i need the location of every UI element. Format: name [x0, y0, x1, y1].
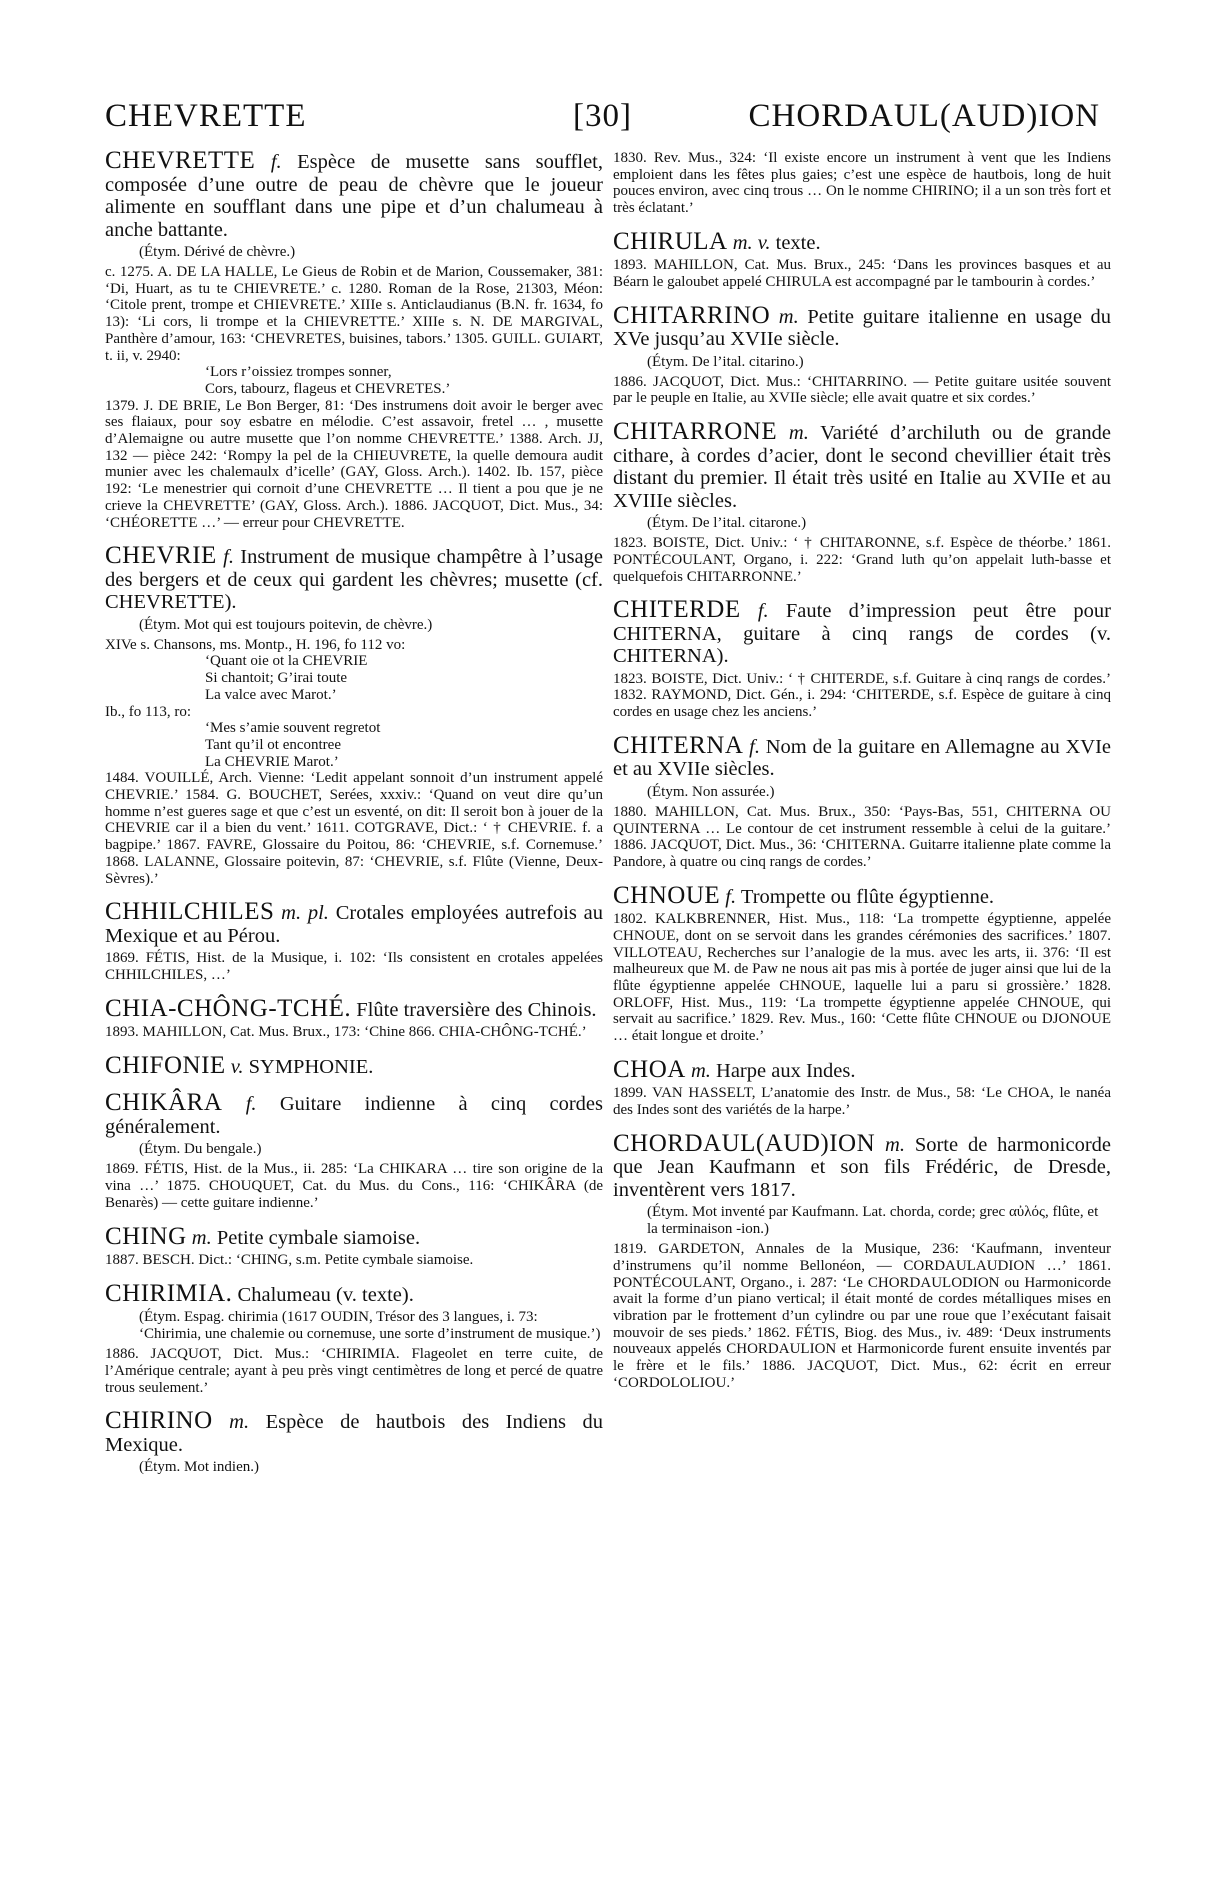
grammar: f.: [757, 600, 769, 623]
etymology: (Étym. Mot inventé par Kaufmann. Lat. chorda, corde; grec αὐλός, flûte, et la terminaison -ion.): [647, 1204, 1099, 1238]
citations: XIVe s. Chansons, ms. Montp., H. 196, fo 112 vo:: [105, 636, 406, 653]
grammar: m.: [690, 1059, 711, 1082]
definition: Flûte traversière des Chinois.: [356, 998, 597, 1021]
citations: 1887. BESCH. Dict.: ‘CHING, s.m. Petite cymbale siamoise.: [105, 1252, 474, 1269]
header-left-guideword: CHEVRETTE: [105, 98, 307, 134]
citations: 1819. GARDETON, Annales de la Musique, 236: ‘Kaufmann, inventeur d’instrumens qu’il nomme Bellonéon, — CORDAULAUDION …’ 1861. PONTÉCOULANT, Organo., i. 287: ‘Le CHORDAULODION ou Harmonicorde avait la forme d’un piano vertical; il était monté de cordes métalliques mises en vibration par le frottement d’un cylindre ou par une roue que l’exécutant faisait mouvoir de ses pieds.’ 1862. FÉTIS, Biog. des Mus., iv. 489: ‘Deux instruments nouveaux appelés CHORDAULION et Harmonicorde furent ensuite inventés par le frère et le fils.’ 1886. JACQUOT, Dict. Mus., 62: écrit en erreur ‘CORDOLOLIOU.’: [613, 1241, 1111, 1391]
left-column: [105, 150, 603, 1850]
headword: CHITERDE: [613, 596, 741, 624]
headword: CHING: [105, 1222, 187, 1250]
definition: Nom de la guitare en Allemagne au XVIe et au XVIIe siècles.: [613, 735, 1111, 781]
citations: 1802. KALKBRENNER, Hist. Mus., 118: ‘La trompette égyptienne, appelée CHNOUE, dont on se servoit dans les grandes cérémonies des sacrifices.’ 1807. VILLOTEAU, Recherches sur l’analogie de la mus. avec les arts, ii. 376: ‘Il est malheureux que M. de Paw ne nous ait pas mis à portée de juger ainsi que lui de la flûte égyptienne appelée CHNOUE, laquelle lui a paru si grossière.’ 1828. ORLOFF, Hist. Mus., 119: ‘La trompette égyptienne appelée CHNOUE, qui servait au sacrifice.’ 1829. Rev. Mus., 160: ‘Cette flûte CHNOUE ou DJONOUE … était longue et droite.’: [613, 911, 1111, 1045]
page-number: [30]: [573, 98, 632, 134]
etymology: (Étym. De l’ital. citarino.): [647, 353, 804, 370]
entry: [613, 881, 1111, 1045]
running-header: [105, 98, 1100, 148]
citations: 1893. MAHILLON, Cat. Mus. Brux., 245: ‘Dans les provinces basques et au Béarn le galoubet appelé CHIRULA est accompagné par le tambourin à cordes.’: [613, 257, 1111, 291]
grammar: f.: [270, 151, 282, 173]
definition: Faute d’impression peut être pour CHITERNA, guitare à cinq rangs de cordes (v. CHITERNA).: [613, 600, 1111, 668]
entry: [105, 1051, 603, 1079]
grammar: f.: [245, 1093, 257, 1116]
entry: [613, 301, 1111, 407]
definition: Guitare indienne à cinq cordes généralement.: [105, 1093, 603, 1138]
headword: CHEVRIE: [105, 542, 217, 570]
citations: 1484. VOUILLÉ, Arch. Vienne: ‘Ledit appelant sonnoit d’un instrument appelé CHEVRIE.’ 1584. G. BOUCHET, Serées, xxxiv.: ‘Quand on veut dire qu’un homme n’est gueres sage et que c’est un esventé, on dit: Il seroit bon à jouer de la CHEVRIE car il a bien du vent.’ 1611. COTGRAVE, Dict.: ‘ † CHEVRIE. f. a bagpipe.’ 1867. FAVRE, Glossaire du Poitou, 86: ‘CHEVRIE, s.f. Cornemuse.’ 1868. LALANNE, Glossaire poitevin, 87: ‘CHEVRIE, s.f. Flûte (Vienne, Deux-Sèvres).’: [105, 770, 603, 887]
headword: CHITARRINO: [613, 301, 771, 329]
headword: CHEVRETTE: [105, 150, 256, 174]
grammar: v.: [230, 1055, 244, 1078]
citations: 1886. JACQUOT, Dict. Mus.: ‘CHITARRINO. — Petite guitare usitée souvent par le peuple en Italie, au XVIIe siècle; elle avait quatre et six cordes.’: [613, 373, 1111, 407]
verse-quote: ‘Quant oie ot la CHEVRIE Si chantoit; G’irai toute La valce avec Marot.’: [205, 653, 368, 703]
citations: 1869. FÉTIS, Hist. de la Musique, i. 102: ‘Ils consistent en crotales appelées CHHILCHILES, …’: [105, 950, 603, 983]
citations: c. 1275. A. DE LA HALLE, Le Gieus de Robin et de Marion, Coussemaker, 381: ‘Di, Huart, as tu te CHIEVRETE.’ c. 1280. Roman de la Rose, 21303, Méon: ‘Citole prent, trompe et CHIEVRETE.’ XIIIe s. Anticlaudianus (B.N. fr. 1634, fo 13): ‘Li cors, li trompe et la CHIEVRETTE.’ XIIIe s. N. DE MARGIVAL, Panthère d’amour, 163: ‘CHEVRETES, buisines, tabors.’ 1305. GUILL. GUIART, t. ii, v. 2940:: [105, 264, 603, 364]
entry: [613, 596, 1111, 721]
citations: 1823. BOISTE, Dict. Univ.: ‘ † CHITERDE, s.f. Guitare à cinq rangs de cordes.’ 1832. RAYMOND, Dict. Gén., i. 294: ‘CHITERDE, s.f. Espèce de guitare à cinq cordes en usage chez les anciens.’: [613, 670, 1111, 721]
etymology: (Étym. Dérivé de chèvre.): [139, 244, 296, 260]
grammar: m.: [191, 1226, 212, 1249]
citations: 1893. MAHILLON, Cat. Mus. Brux., 173: ‘Chine 866. CHIA-CHÔNG-TCHÉ.’: [105, 1024, 587, 1041]
verse-quote: ‘Lors r’oissiez trompes sonner, Cors, tabourz, flageus et CHEVRETES.’: [205, 364, 451, 397]
citations: 1899. VAN HASSELT, L’anatomie des Instr. de Mus., 58: ‘Le CHOA, le nanéa des Indes sont des variétés de la harpe.’: [613, 1085, 1111, 1118]
citations: 1886. JACQUOT, Dict. Mus.: ‘CHIRIMIA. Flageolet en terre cuite, de l’Amérique centrale; ayant à peu près vingt centimètres de long et percé de quatre trous seulement.’: [105, 1346, 603, 1396]
headword: CHIA-CHÔNG-TCHÉ.: [105, 994, 352, 1022]
entry: [105, 994, 603, 1041]
etymology: (Étym. Mot indien.): [139, 1459, 259, 1476]
definition: Crotales employées autrefois au Mexique et au Pérou.: [105, 902, 603, 947]
headword: CHHILCHILES: [105, 898, 275, 926]
headword: CHIFONIE: [105, 1051, 226, 1079]
entry-continuation: [613, 150, 1111, 217]
entry: [105, 1089, 603, 1211]
definition: Harpe aux Indes.: [716, 1059, 856, 1082]
headword: CHIRULA: [613, 227, 728, 255]
definition: SYMPHONIE.: [248, 1055, 374, 1078]
entry: [105, 1279, 603, 1397]
grammar: f.: [725, 885, 737, 908]
grammar: m.: [229, 1411, 250, 1434]
citations: 1880. MAHILLON, Cat. Mus. Brux., 350: ‘Pays-Bas, 551, CHITERNA OU QUINTERNA … Le contour de cet instrument ressemble à celui de la guitare.’ 1886. JACQUOT, Dict. Mus., 36: ‘CHITERNA. Guitarre italienne plate comme la Pandore, à quatre ou cinq rangs de cordes.’: [613, 803, 1111, 870]
definition: Petite guitare italienne en usage du XVe jusqu’au XVIIe siècle.: [613, 305, 1111, 351]
right-column: [613, 150, 1111, 1850]
etymology: (Étym. Non assurée.): [647, 783, 775, 800]
grammar: m.: [778, 305, 799, 328]
definition: Trompette ou flûte égyptienne.: [740, 885, 995, 908]
definition: Espèce de musette sans soufflet, composée d’une outre de peau de chèvre que le joueur alimente en soufflant dans une pipe et d’un chalumeau à anche battante.: [105, 151, 603, 241]
headword: CHITERNA: [613, 731, 744, 759]
citations: 1823. BOISTE, Dict. Univ.: ‘ † CHITARONNE, s.f. Espèce de théorbe.’ 1861. PONTÉCOULANT, Organo, i. 222: ‘Grand luth qu’on appelait luth-basse et quelquefois CHITARRONNE.’: [613, 535, 1111, 585]
etymology: (Étym. De l’ital. citarone.): [647, 515, 807, 532]
definition: Espèce de hautbois des Indiens du Mexique.: [105, 1411, 603, 1456]
headword: CHNOUE: [613, 881, 721, 909]
definition: Sorte de harmonicorde que Jean Kaufmann et son fils Frédéric, de Dresde, inventèrent vers 1817.: [613, 1133, 1111, 1201]
headword: CHIRINO: [105, 1407, 213, 1435]
entry: [613, 731, 1111, 871]
entry: [105, 150, 603, 531]
grammar: m. pl.: [281, 902, 329, 925]
verse-quote: ‘Mes s’amie souvent regretot Tant qu’il ot encontree La CHEVRIE Marot.’: [205, 720, 381, 770]
entry: [105, 1222, 603, 1269]
grammar: m.: [885, 1133, 905, 1156]
citations: 1830. Rev. Mus., 324: ‘Il existe encore un instrument à vent que les Indiens emploient dans les fêtes plus gaies; c’est une espèce de hautbois, long de huit pouces environ, avec cinq trous … On le nomme CHIRINO; il a un son très fort et très éclatant.’: [613, 150, 1111, 217]
definition: Instrument de musique champêtre à l’usage des bergers et de ceux qui gardent les chèvres; musette (cf. CHEVRETTE).: [105, 546, 603, 614]
etymology: (Étym. Espag. chirimia (1617 OUDIN, Trésor des 3 langues, i. 73: ‘Chirimia, une chalemie ou cornemuse, une sorte d’instrument de musique.’): [139, 1309, 601, 1343]
headword: CHIKÂRA: [105, 1089, 223, 1117]
grammar: m. v.: [732, 231, 771, 254]
entry: [613, 1055, 1111, 1119]
headword: CHOA: [613, 1055, 686, 1083]
headword: CHIRIMIA.: [105, 1279, 233, 1307]
citations: 1869. FÉTIS, Hist. de la Mus., ii. 285: ‘La CHIKARA … tire son origine de la vina …’ 1875. CHOUQUET, Cat. du Mus. du Cons., 116: ‘CHIKÂRA (de Benarès) — cette guitare indienne.’: [105, 1161, 603, 1211]
citations: 1379. J. DE BRIE, Le Bon Berger, 81: ‘Des instrumens doit avoir le berger avec ses flaiaux, pour soy esbatre en mélodie. C’est assavoir, fretel … , musette d’Alemaigne ou autre musette que l’on nomme CHEVRETTE.’ 1388. Arch. JJ, 132 — pièce 242: ‘Rompy la pel de la CHIEUVRETE, la quelle demoura audit munier avec les chalemaulx d’icelle’ (GAY, Gloss. Arch.). 1402. Ib. 157, pièce 192: ‘Le menestrier qui cornoit d’une CHEVRETTE … Il tient a pou que je ne crieve la CHEVRETTE’ (GAY, Gloss. Arch.). 1886. JACQUOT, Dict. Mus., 34: ‘CHÉORETTE …’ — erreur pour CHEVRETTE.: [105, 397, 603, 531]
entry: [105, 1407, 603, 1476]
entry: [105, 898, 603, 983]
grammar: f.: [223, 546, 234, 569]
citations: Ib., fo 113, ro:: [105, 703, 192, 720]
grammar: f.: [749, 735, 760, 758]
etymology: (Étym. Mot qui est toujours poitevin, de chèvre.): [139, 616, 433, 633]
definition: texte.: [775, 231, 821, 254]
entry: [613, 227, 1111, 291]
entry: [613, 418, 1111, 585]
definition: Chalumeau (v. texte).: [237, 1283, 414, 1306]
entry: [105, 542, 603, 887]
headword: CHORDAUL(AUD)ION: [613, 1129, 876, 1157]
header-right-guideword: CHORDAUL(AUD)ION: [748, 98, 1100, 134]
entry: [613, 1129, 1111, 1392]
headword: CHITARRONE: [613, 418, 778, 446]
definition: Variété d’archiluth ou de grande cithare, à cordes d’acier, dont le second chevillier était très distant du premier. Il était très usité en Italie au XVIIe et au XVIIIe siècles.: [613, 422, 1111, 512]
grammar: m.: [788, 422, 809, 445]
definition: Petite cymbale siamoise.: [216, 1226, 421, 1249]
etymology: (Étym. Du bengale.): [139, 1141, 262, 1158]
